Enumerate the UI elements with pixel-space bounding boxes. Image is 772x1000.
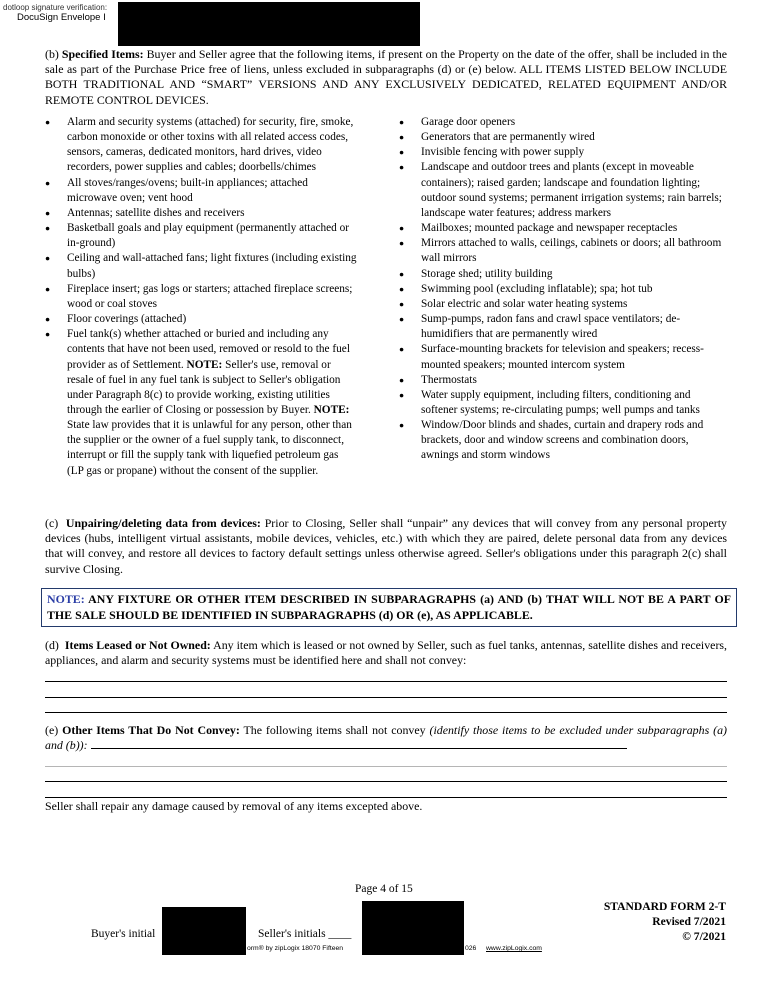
section-d-label: (d) [45, 638, 59, 652]
section-c-label: (c) [45, 516, 59, 530]
fill-line-e-inline[interactable] [91, 738, 627, 749]
form-revised: Revised 7/2021 [652, 915, 726, 928]
list-item: ● Basketball goals and play equipment (permanently attached or in-ground) [45, 221, 357, 251]
section-e-paragraph [45, 723, 727, 753]
list-item: ● Storage shed; utility building [399, 267, 729, 282]
docusign-envelope-label: DocuSign Envelope I [17, 12, 106, 23]
section-b-title: Specified Items: [61, 47, 144, 61]
list-item: ● Mirrors attached to walls, ceilings, cabinets or doors; all bathroom wall mirrors [399, 236, 729, 266]
section-b-paragraph [45, 47, 727, 108]
list-item: ● Antennas; satellite dishes and receivers [45, 206, 357, 221]
ziplogix-link[interactable]: www.zipLogix.com [486, 945, 542, 952]
list-item: ● Water supply equipment, including filters, conditioning and softener systems; re-circulating pumps; well pumps and tanks [399, 388, 729, 418]
section-e-italic: (identify those items to be excluded under subparagraphs (a) and (b)): [45, 723, 727, 753]
form-copyright: © 7/2021 [682, 930, 726, 943]
fill-line-e3[interactable] [45, 797, 727, 798]
page-number: Page 4 of 15 [355, 883, 413, 895]
note-label: NOTE: [313, 403, 350, 416]
list-item-fuel-tank: ● Fuel tank(s) whether attached or buried and including any contents that have not been used, removed or resold to the fuel provider as of Settlement. NOTE: Seller's use, removal or resale of fuel in any fuel tank is subject to Seller's obligation under Paragraph 8(c) to provide working, existing utilities through the earlier of Closing or possession by Buyer. NOTE: State law provides that it is unlawful for any person, other than the supplier or the owner of a fuel supply tank, to disconnect, interrupt or fill the supply tank with liquefied petroleum gas (LP gas or propane) without the consent of the supplier. [45, 327, 357, 479]
list-item: ● Alarm and security systems (attached) for security, fire, smoke, carbon monoxide or other toxins with all related access codes, sensors, cameras, dedicated monitors, hard drives, video recorders, power supplies and cables; doorbells/chimes [45, 115, 357, 176]
list-item: ● Mailboxes; mounted package and newspaper receptacles [399, 221, 729, 236]
items-list-right [399, 115, 729, 479]
dotloop-verification-stamp: dotloop signature verification: [3, 3, 108, 12]
note-box-label: NOTE: [47, 592, 85, 606]
section-e-text: The following items shall not convey [243, 723, 426, 737]
producer-line: orm® by zipLogix 18070 Fifteen [247, 945, 344, 952]
list-item: ● Thermostats [399, 373, 729, 388]
note-box-text: ANY FIXTURE OR OTHER ITEM DESCRIBED IN SUBPARAGRAPHS (a) AND (b) THAT WILL NOT BE A PART OF THE SALE SHOULD BE IDENTIFIED IN SUBPARAGRAPHS (d) OR (e), AS APPLICABLE. [47, 592, 731, 622]
list-item: ● Sump-pumps, radon fans and crawl space ventilators; de-humidifiers that are permanently wired [399, 312, 729, 342]
form-name: STANDARD FORM 2-T [603, 900, 726, 913]
list-item: ● Generators that are permanently wired [399, 130, 729, 145]
list-item: ● Fireplace insert; gas logs or starters; attached fireplace screens; wood or coal stoves [45, 282, 357, 312]
items-list-left [45, 115, 357, 479]
list-item: ● All stoves/ranges/ovens; built-in appliances; attached microwave oven; vent hood [45, 176, 357, 206]
list-item: ● Landscape and outdoor trees and plants (except in moveable containers); raised garden; landscape and foundation lighting; outdoor sound systems; permanent irrigation systems; rain barrels; landscape water features; address markers [399, 160, 729, 221]
fill-line-e1[interactable] [45, 766, 727, 767]
note-label: NOTE: [186, 358, 223, 371]
repair-statement: Seller shall repair any damage caused by removal of any items excepted above. [45, 799, 423, 813]
fill-line-e2[interactable] [45, 781, 727, 782]
section-b-label: (b) [45, 47, 59, 61]
seller-initials-label: Seller's initials ____ [258, 928, 352, 940]
fill-line-d1[interactable] [45, 681, 727, 682]
section-e-label: (e) [45, 723, 59, 737]
list-item: ● Solar electric and solar water heating systems [399, 297, 729, 312]
buyer-initials-label: Buyer's initial [91, 928, 156, 940]
redaction-header [118, 2, 420, 46]
redaction-seller-initials [362, 901, 464, 955]
list-item: ● Window/Door blinds and shades, curtain and drapery rods and brackets, door and window screens and combination doors, awnings and storm windows [399, 418, 729, 463]
form-identifier [604, 899, 726, 944]
producer-year: 026 [465, 945, 477, 952]
fill-line-d3[interactable] [45, 712, 727, 713]
fill-line-d2[interactable] [45, 697, 727, 698]
list-item: ● Floor coverings (attached) [45, 312, 357, 327]
redaction-buyer-initials [162, 907, 246, 955]
section-d-text: Any item which is leased or not owned by Seller, such as fuel tanks, antennas, satellite dishes and receivers, appliances, and alarm and security systems must be identified here and shall not convey: [45, 638, 728, 668]
specified-items-columns [45, 115, 730, 479]
section-c-text: Prior to Closing, Seller shall “unpair” any devices that will convey from any personal property devices (hubs, intelligent virtual assistants, mobile devices, vehicles, etc.) with which they are paired, delete personal data from any devices that will convey, and restore all devices to factory default settings unless otherwise agreed. Seller's obligations under this paragraph 2(c) shall survive Closing. [45, 516, 727, 576]
section-d-title: Items Leased or Not Owned: [64, 638, 211, 652]
note-box [41, 588, 737, 627]
section-c-paragraph [45, 516, 727, 577]
section-b-text: Buyer and Seller agree that the following items, if present on the Property on the date of the offer, shall be included in the sale as part of the Purchase Price free of liens, unless excluded in subparagraphs (d) or (e) below. ALL ITEMS LISTED BELOW INCLUDE BOTH TRADITIONAL AND “SMART” VERSIONS AND ANY EXCLUSIVELY DEDICATED, RELATED EQUIPMENT AND/OR REMOTE CONTROL DEVICES. [45, 47, 727, 107]
list-item: ● Surface-mounting brackets for television and speakers; recess-mounted speakers; mounted intercom system [399, 342, 729, 372]
section-c-title: Unpairing/deleting data from devices: [65, 516, 261, 530]
section-d-paragraph [45, 638, 727, 668]
list-item: ● Swimming pool (excluding inflatable); spa; hot tub [399, 282, 729, 297]
list-item: ● Ceiling and wall-attached fans; light fixtures (including existing bulbs) [45, 251, 357, 281]
list-item: ● Invisible fencing with power supply [399, 145, 729, 160]
section-e-title: Other Items That Do Not Convey: [62, 723, 240, 737]
list-item: ● Garage door openers [399, 115, 729, 130]
